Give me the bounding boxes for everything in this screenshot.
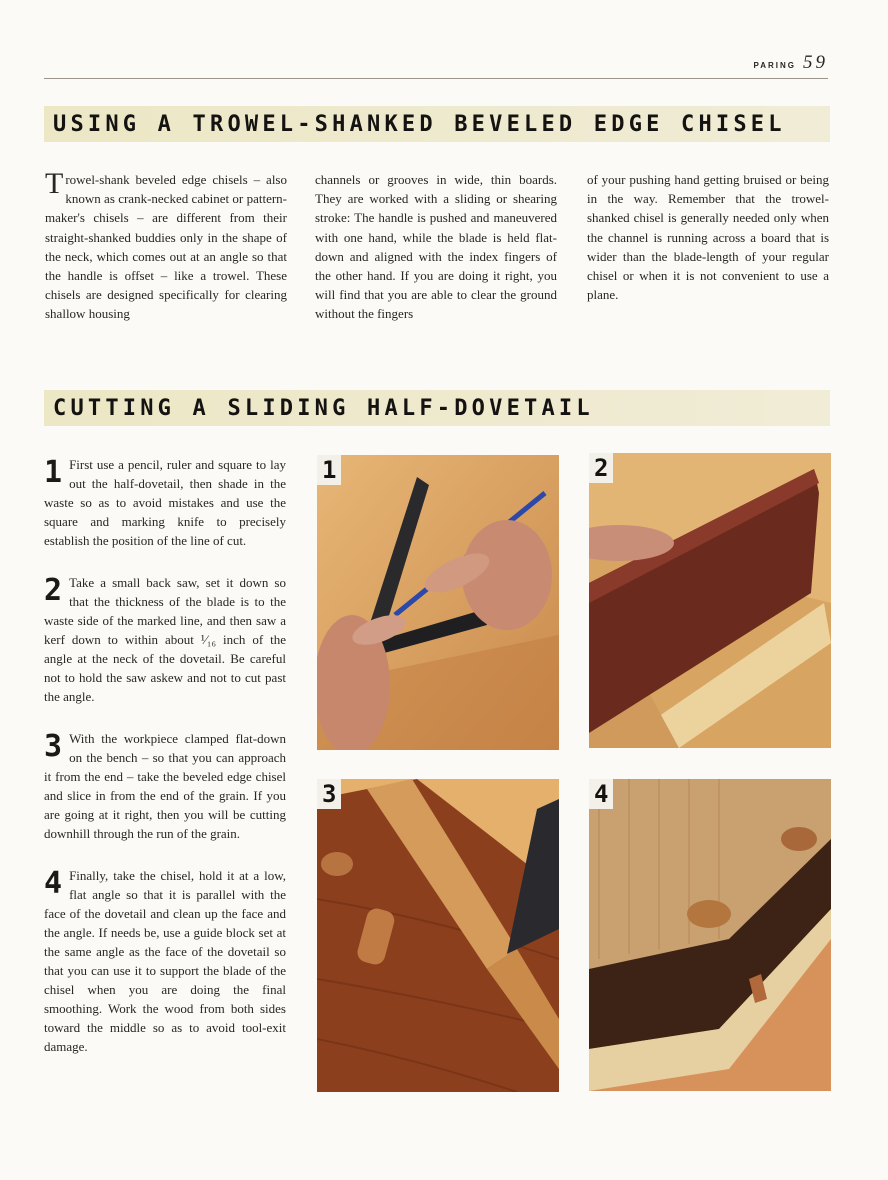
text-column-3 (587, 170, 829, 304)
step-4 (44, 866, 286, 1056)
photo-step-1 (317, 455, 559, 750)
step-number: 4 (44, 866, 63, 901)
photo-illustration-sawing (589, 453, 831, 748)
photo-step-3 (317, 779, 559, 1092)
section-title-half-dovetail: CUTTING A SLIDING HALF-DOVETAIL (53, 396, 594, 421)
step-3 (44, 729, 286, 843)
text-column-2 (315, 170, 557, 324)
photo-step-2 (589, 453, 831, 748)
column-1-text: rowel-shank beveled edge chisels – also known as crank-necked cabinet or pattern-maker's chisels – are different from their straight-shanked buddies only in the shape of the neck, which comes out at an angle so that the handle is offset – like a trowel. These chisels are designed specifically for clearing shallow housing (45, 172, 287, 322)
step-text: Finally, take the chisel, hold it at a low, flat angle so that it is parallel with the face of the dovetail and clean up the face and the angle. If needs be, use a guide block set at the same angle as the face of the dovetail so that you can use it to support the blade of the chisel when you are doing the final smoothing. Work the wood from both sides toward the middle so as to avoid tool-exit damage. (44, 868, 286, 1054)
step-number: 1 (44, 455, 63, 490)
running-head (753, 52, 828, 74)
photo-label: 3 (317, 779, 341, 809)
page-number: 59 (803, 52, 828, 73)
photo-step-4 (589, 779, 831, 1091)
header-rule (44, 78, 828, 79)
step-text: Take a small back saw, set it down so that the thickness of the blade is to the waste side of the marked line, and then saw a kerf down to within about ¹⁄₁₆ inch of the angle at the neck of the dovetail. Be careful not to hold the saw askew and not to cut past the angle. (44, 575, 286, 704)
photo-label: 2 (589, 453, 613, 483)
photo-label: 4 (589, 779, 613, 809)
step-text: First use a pencil, ruler and square to lay out the half-dovetail, then shade in the waste so as to avoid mistakes and use the square and marking knife to precisely establish the position of the line of cut. (44, 457, 286, 548)
photo-illustration-chisel-slice (317, 779, 559, 1092)
column-2-text: channels or grooves in wide, thin boards. They are worked with a sliding or shearing stroke: The handle is pushed and maneuvered with one hand, while the blade is held flat-down and aligned with the index fingers of the other hand. If you are doing it right, you will find that you are able to clear the ground without the fingers (315, 172, 557, 322)
photo-illustration-marking (317, 455, 559, 750)
step-number: 3 (44, 729, 63, 764)
section-title-trowel-chisel: USING A TROWEL-SHANKED BEVELED EDGE CHISEL (53, 112, 786, 137)
drop-cap: T (45, 167, 64, 200)
step-2 (44, 573, 286, 706)
step-1 (44, 455, 286, 550)
section-header-trowel-chisel (44, 106, 830, 142)
step-list (44, 455, 286, 1079)
running-head-section: PARING (753, 61, 796, 70)
photo-label: 1 (317, 455, 341, 485)
column-3-text: of your pushing hand getting bruised or being in the way. Remember that the trowel-shanked chisel is generally needed only when the channel is running across a board that is wider than the blade-length of your regular chisel or when it is not convenient to use a plane. (587, 172, 829, 303)
step-text: With the workpiece clamped flat-down on the bench – so that you can approach it from the end – take the beveled edge chisel and slice in from the end of the grain. If you are going at it right, then you will be cutting downhill through the run of the grain. (44, 731, 286, 841)
photo-illustration-chisel-cleanup (589, 779, 831, 1091)
step-number: 2 (44, 573, 63, 608)
section-header-half-dovetail (44, 390, 830, 426)
text-column-1 (45, 167, 287, 324)
